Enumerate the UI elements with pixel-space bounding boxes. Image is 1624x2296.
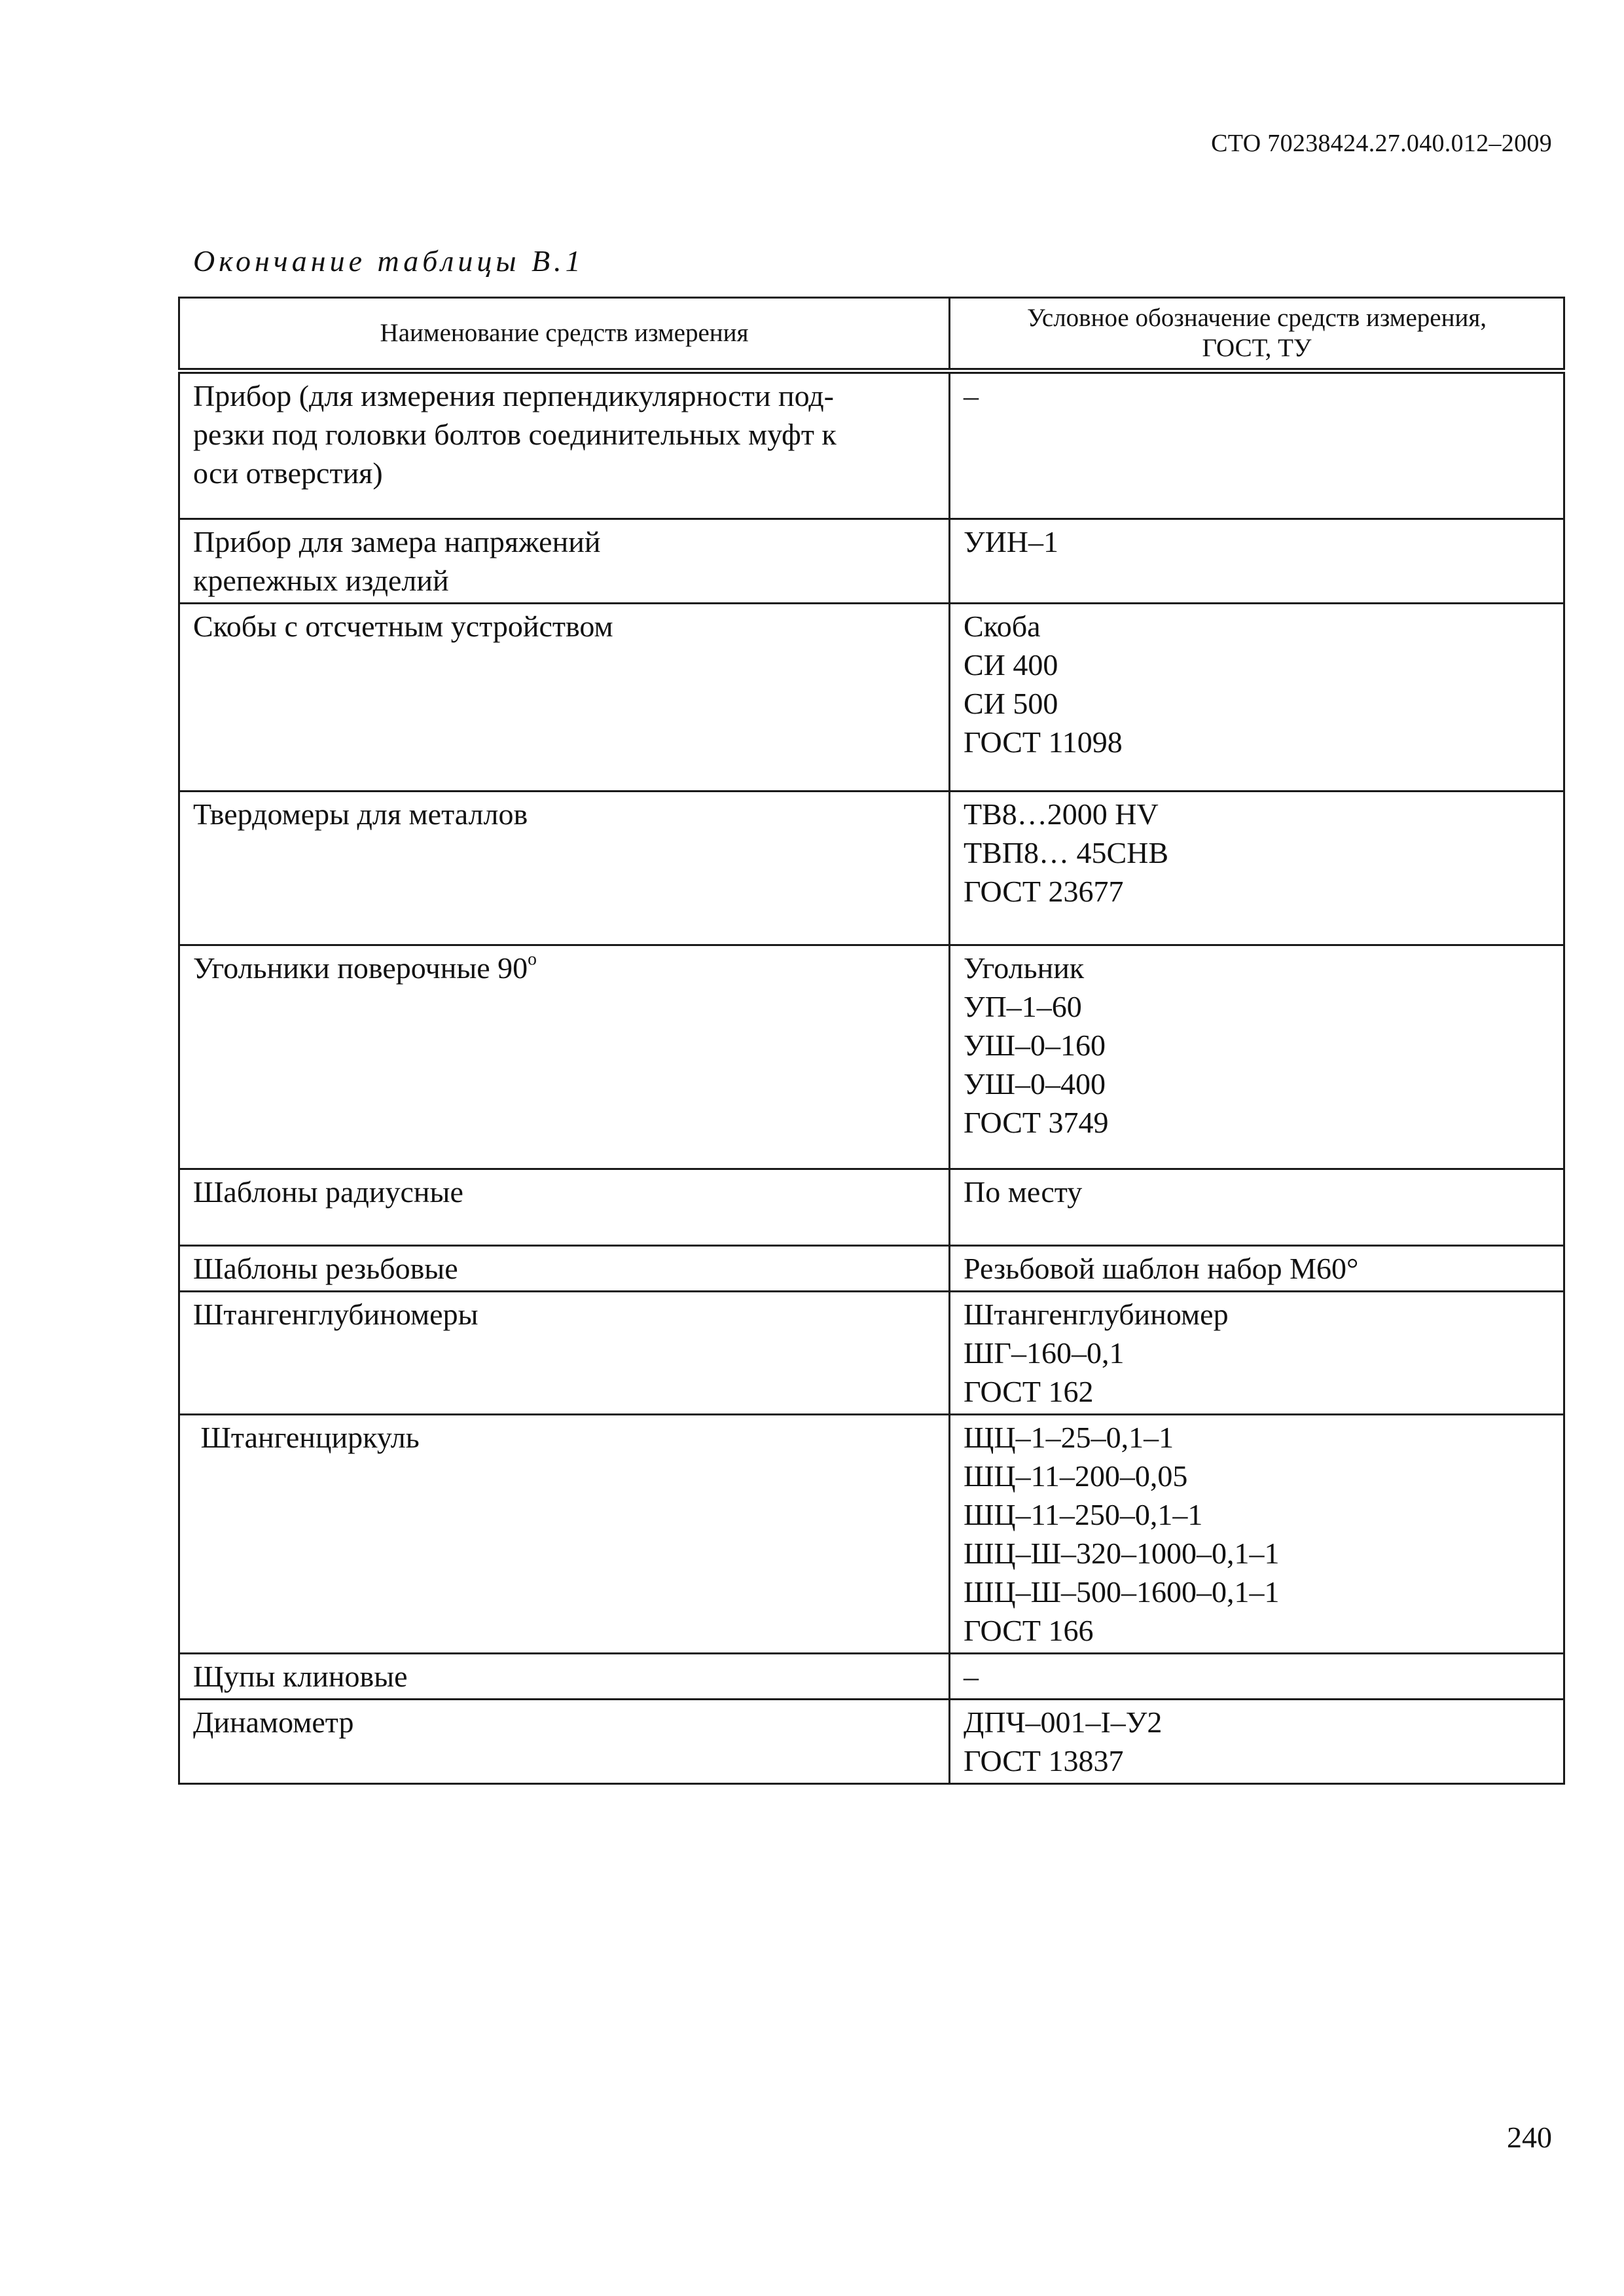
instrument-name-cell <box>179 371 950 519</box>
instrument-code-cell <box>950 371 1564 519</box>
instrument-code-line: ЩЦ–1–25–0,1–1 <box>964 1421 1174 1454</box>
instrument-name-cell <box>179 1169 950 1246</box>
instrument-code-line: УШ–0–400 <box>964 1067 1106 1101</box>
column-header-code <box>950 298 1564 371</box>
instrument-name-cell <box>179 1246 950 1292</box>
instrument-name-cell <box>179 792 950 945</box>
column-header-code-line: Условное обозначение средств измерения, <box>1026 304 1487 332</box>
instrument-code-cell <box>950 604 1564 792</box>
instrument-code-cell <box>950 1654 1564 1700</box>
instrument-code-cell <box>950 1415 1564 1654</box>
instrument-code-line: – <box>964 379 979 412</box>
instrument-code-cell <box>950 1700 1564 1784</box>
instrument-name-cell <box>179 1415 950 1654</box>
table-row <box>179 1415 1564 1654</box>
table-row <box>179 1654 1564 1700</box>
table-caption: Окончание таблицы В.1 <box>193 244 585 278</box>
table-row <box>179 945 1564 1169</box>
table-row <box>179 792 1564 945</box>
instrument-code-line: По месту <box>964 1175 1083 1209</box>
instrument-code-cell <box>950 1246 1564 1292</box>
instrument-code-line: ШЦ–11–200–0,05 <box>964 1459 1188 1493</box>
instrument-code-line: ГОСТ 11098 <box>964 725 1123 759</box>
instrument-name-line: Щупы клиновые <box>193 1660 408 1693</box>
instrument-name-line: Шаблоны резьбовые <box>193 1252 458 1285</box>
instrument-name-line: Штангенглубиномеры <box>193 1298 478 1331</box>
table-row <box>179 519 1564 604</box>
instrument-code-cell <box>950 792 1564 945</box>
table-row <box>179 1246 1564 1292</box>
instrument-code-cell <box>950 1292 1564 1415</box>
instrument-code-line: ШГ–160–0,1 <box>964 1336 1125 1370</box>
instrument-name-cell <box>179 1292 950 1415</box>
instrument-code-line: Резьбовой шаблон набор М60° <box>964 1252 1359 1285</box>
table-header-row <box>179 298 1564 371</box>
instrument-code-line: ДПЧ–001–I–У2 <box>964 1705 1163 1739</box>
instrument-code-cell <box>950 945 1564 1169</box>
instrument-code-line: Штангенглубиномер <box>964 1298 1229 1331</box>
instrument-name-line: Твердомеры для металлов <box>193 797 528 831</box>
instrument-name-line <box>193 949 935 987</box>
degree-superscript: o <box>528 948 537 969</box>
instrument-code-line: ШЦ–11–250–0,1–1 <box>964 1498 1203 1531</box>
instrument-code-line: ГОСТ 3749 <box>964 1106 1109 1139</box>
instrument-code-line: Скоба <box>964 610 1041 643</box>
instrument-code-line: ГОСТ 166 <box>964 1614 1094 1647</box>
instrument-name-line: оси отверстия) <box>193 456 383 490</box>
instrument-name-cell <box>179 519 950 604</box>
instrument-name-cell <box>179 1700 950 1784</box>
document-code: СТО 70238424.27.040.012–2009 <box>1211 130 1552 157</box>
instrument-name-line: резки под головки болтов соединительных муфт к <box>193 418 837 451</box>
table-row <box>179 1700 1564 1784</box>
instrument-code-line: ТВ8…2000 HV <box>964 797 1159 831</box>
instrument-code-line: – <box>964 1660 979 1693</box>
table-row <box>179 1169 1564 1246</box>
table-row <box>179 604 1564 792</box>
instrument-code-line: УП–1–60 <box>964 990 1082 1023</box>
instrument-name-line: крепежных изделий <box>193 564 449 597</box>
instrument-name-cell <box>179 1654 950 1700</box>
instrument-code-line: СИ 400 <box>964 648 1058 682</box>
instrument-code-line: ТВП8… 45СНВ <box>964 836 1169 869</box>
instrument-name-text: Угольники поверочные 90 <box>193 951 528 985</box>
instrument-name-line: Шаблоны радиусные <box>193 1175 463 1209</box>
instrument-code-line: УШ–0–160 <box>964 1029 1106 1062</box>
instrument-name-cell <box>179 945 950 1169</box>
instrument-name-line: Штангенциркуль <box>193 1421 420 1454</box>
instrument-code-line: СИ 500 <box>964 687 1058 720</box>
instrument-name-cell <box>179 604 950 792</box>
table-row <box>179 371 1564 519</box>
instrument-name-line: Прибор (для измерения перпендикулярности под- <box>193 379 834 412</box>
instrument-name-line: Динамометр <box>193 1705 354 1739</box>
table-body <box>179 371 1564 1784</box>
column-header-name-text: Наименование средств измерения <box>380 319 749 347</box>
instrument-code-cell <box>950 519 1564 604</box>
instrument-name-line: Скобы с отсчетным устройством <box>193 610 613 643</box>
instrument-code-line: УИН–1 <box>964 525 1059 558</box>
measuring-instruments-table <box>178 297 1565 1785</box>
instrument-code-line: ГОСТ 23677 <box>964 875 1124 908</box>
instrument-code-line: Угольник <box>964 951 1085 985</box>
table-row <box>179 1292 1564 1415</box>
column-header-name <box>179 298 950 371</box>
instrument-code-line: ГОСТ 13837 <box>964 1744 1124 1777</box>
instrument-code-line: ГОСТ 162 <box>964 1375 1094 1408</box>
column-header-code-line: ГОСТ, ТУ <box>1202 334 1312 362</box>
instrument-code-cell <box>950 1169 1564 1246</box>
page-number: 240 <box>1507 2121 1552 2154</box>
instrument-name-line: Прибор для замера напряжений <box>193 525 601 558</box>
instrument-code-line: ШЦ–Ш–320–1000–0,1–1 <box>964 1537 1280 1570</box>
instrument-code-line: ШЦ–Ш–500–1600–0,1–1 <box>964 1575 1280 1609</box>
